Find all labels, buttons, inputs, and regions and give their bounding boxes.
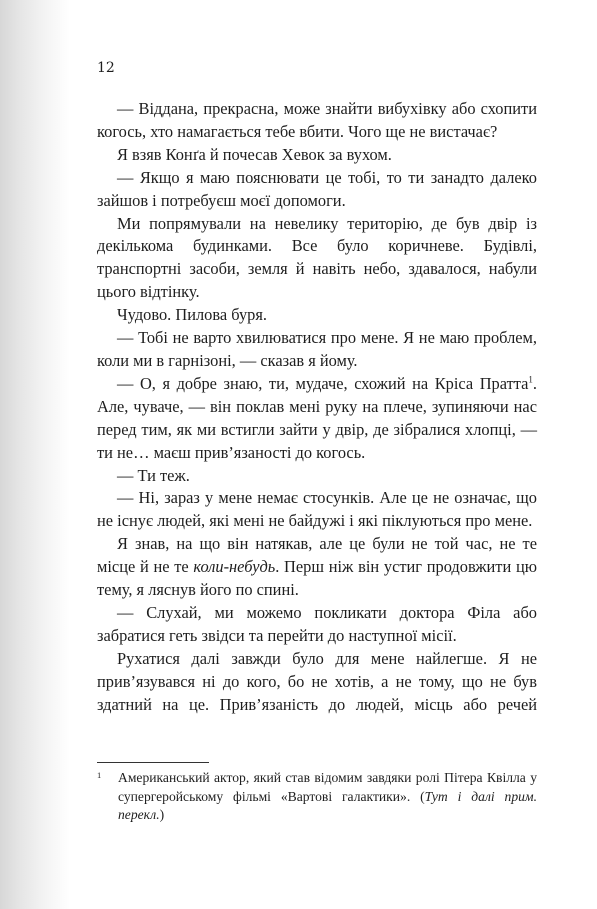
page-number: 12 xyxy=(97,60,115,76)
paragraph-9: — Ні, зараз у мене немає стосунків. Але це не означає, що не існує людей, які мені не байдужі і які піклуються про мене. xyxy=(97,488,537,531)
paragraph-5: Чудово. Пилова буря. xyxy=(117,305,267,325)
paragraph-3: — Якщо я маю пояснювати це тобі, то ти занадто далеко зайшов і потребуєш моєї допомоги. xyxy=(97,167,537,210)
page-gutter-shadow xyxy=(0,0,70,909)
paragraph-10 xyxy=(97,533,537,602)
paragraph-7 xyxy=(97,373,537,465)
paragraph-1: — Віддана, прекрасна, може знайти вибухівку або схопити когось, хто намагається тебе вбити. Чого ще не вистачає? xyxy=(97,99,537,141)
paragraph-12: Рухатися далі завжди було для мене найлегше. Я не прив’язувався ні до кого, бо не хотів, а не тому, що не був здатний на це. Прив’язаність до людей, місць або речей xyxy=(97,648,537,714)
footnote-mark: 1 xyxy=(97,770,102,780)
paragraph-10-after: . Перш ніж він устиг продовжити цю тему, я ляснув його по спині. xyxy=(97,557,537,600)
paragraph-10-before: Я знав, на що він натякав, але це були не той час, не те місце й не те xyxy=(97,534,537,577)
footnote-text xyxy=(118,769,537,825)
footnote-emphasis: Тут і далі прим. перекл. xyxy=(118,788,537,822)
paragraph-11: — Слухай, ми можемо покликати доктора Філа або забратися геть звідси та перейти до наступної місії. xyxy=(97,602,537,645)
footnote-body: Американський актор, який став відомим завдяки ролі Пітера Квілла у супергеройському фільмі «Вартові галактики». ( xyxy=(118,770,537,804)
footnote-reference[interactable]: 1 xyxy=(528,374,533,385)
body-text xyxy=(97,98,537,716)
paragraph-2: Я взяв Конґа й почесав Хевок за вухом. xyxy=(117,144,392,164)
paragraph-10-emphasis: коли-небудь xyxy=(193,557,276,577)
paragraph-7-text-after: . Але, чуваче, — він поклав мені руку на плече, зупиняючи нас перед тим, як ми встигли зайти у двір, де зібралися хлопці, — ти не… маєш прив’язаності до когось. xyxy=(97,373,537,462)
paragraph-4: Ми попрямували на невелику територію, де був двір із декількома будинками. Все було коричневе. Будівлі, транспортні засоби, земля й навіть небо, здавалося, набули цього відтінку. xyxy=(97,213,537,302)
book-page xyxy=(97,0,537,909)
footnote-closing: ) xyxy=(159,807,165,822)
footnote-divider xyxy=(97,762,209,763)
paragraph-8: — Ти теж. xyxy=(117,465,190,485)
paragraph-6: — Тобі не варто хвилюватися про мене. Я не маю проблем, коли ми в гарнізоні, — сказав я йому. xyxy=(97,328,537,370)
paragraph-7-text: — О, я добре знаю, ти, мудаче, схожий на Кріса Пратта xyxy=(117,373,529,393)
footnote xyxy=(97,769,537,825)
